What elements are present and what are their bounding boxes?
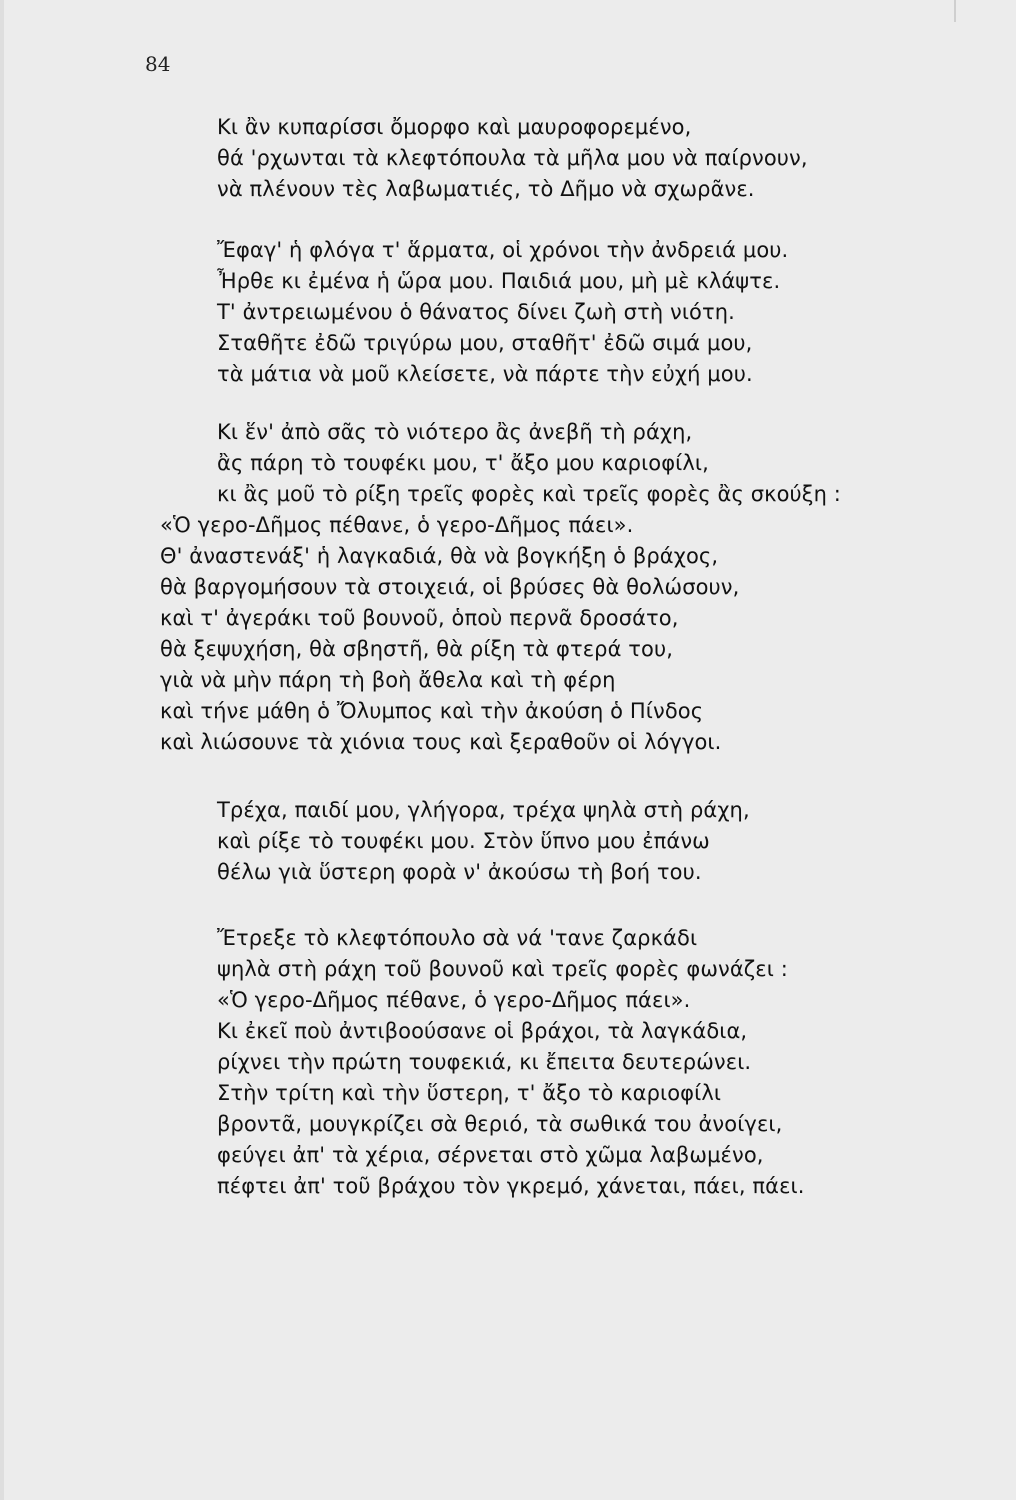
stanza-3 (160, 417, 980, 758)
poem-line: φεύγει ἀπ' τὰ χέρια, σέρνεται στὸ χῶμα λαβωμένο, (217, 1143, 764, 1167)
poem-line: θὰ βαργομήσουν τὰ στοιχειά, οἱ βρύσες θὰ θολώσουν, (160, 575, 740, 599)
poem-line: Κι ἕν' ἀπὸ σᾶς τὸ νιότερο ἂς ἀνεβῆ τὴ ράχη, (217, 420, 693, 444)
poem-line: «Ὁ γερο-Δῆμος πέθανε, ὁ γερο-Δῆμος πάει». (217, 988, 691, 1012)
poem-line: Τ' ἀντρειωμένου ὁ θάνατος δίνει ζωὴ στὴ νιότη. (217, 300, 735, 324)
stanza-2 (160, 235, 980, 390)
poem-line: «Ὁ γερο-Δῆμος πέθανε, ὁ γερο-Δῆμος πάει». (160, 513, 634, 537)
poem-line: βροντᾶ, μουγκρίζει σὰ θεριό, τὰ σωθικά του ἀνοίγει, (217, 1112, 783, 1136)
poem-line: νὰ πλένουν τὲς λαβωματιές, τὸ Δῆμο νὰ σχωρᾶνε. (217, 177, 755, 201)
stanza-5 (160, 923, 980, 1202)
poem-line: θά 'ρχωνται τὰ κλεφτόπουλα τὰ μῆλα μου νὰ παίρνουν, (217, 146, 808, 170)
poem-line: Κι ἐκεῖ ποὺ ἀντιβοούσανε οἱ βράχοι, τὰ λαγκάδια, (217, 1019, 748, 1043)
poem-line: καὶ τ' ἀγεράκι τοῦ βουνοῦ, ὁποὺ περνᾶ δροσάτο, (160, 606, 679, 630)
scan-edge-mark (954, 0, 956, 22)
poem (160, 112, 980, 1202)
poem-line: καὶ ρίξε τὸ τουφέκι μου. Στὸν ὕπνο μου ἐπάνω (217, 829, 710, 853)
poem-line: ψηλὰ στὴ ράχη τοῦ βουνοῦ καὶ τρεῖς φορὲς φωνάζει : (217, 957, 788, 981)
poem-line: γιὰ νὰ μὴν πάρη τὴ βοὴ ἄθελα καὶ τὴ φέρη (160, 668, 616, 692)
scan-edge-mark (0, 0, 4, 1500)
poem-line: Στὴν τρίτη καὶ τὴν ὕστερη, τ' ἄξο τὸ καριοφίλι (217, 1081, 722, 1105)
poem-line: καὶ λιώσουνε τὰ χιόνια τους καὶ ξεραθοῦν οἱ λόγγοι. (160, 730, 722, 754)
page-number: 84 (145, 52, 171, 76)
poem-line: καὶ τήνε μάθη ὁ Ὄλυμπος καὶ τὴν ἀκούση ὁ Πίνδος (160, 699, 704, 723)
poem-line: Ἔφαγ' ἡ φλόγα τ' ἅρματα, οἱ χρόνοι τὴν ἀνδρειά μου. (217, 238, 789, 262)
stanza-4 (160, 795, 980, 888)
poem-line: Θ' ἀναστενάξ' ἡ λαγκαδιά, θὰ νὰ βογκήξη ὁ βράχος, (160, 544, 719, 568)
poem-line: θὰ ξεψυχήση, θὰ σβηστῆ, θὰ ρίξη τὰ φτερά του, (160, 637, 674, 661)
poem-line: πέφτει ἀπ' τοῦ βράχου τὸν γκρεμό, χάνεται, πάει, πάει. (217, 1174, 805, 1198)
poem-line: Κι ἂν κυπαρίσσι ὄμορφο καὶ μαυροφορεμένο, (217, 115, 692, 139)
stanza-1 (160, 112, 980, 205)
poem-line: κι ἂς μοῦ τὸ ρίξη τρεῖς φορὲς καὶ τρεῖς φορὲς ἂς σκούξη : (217, 482, 841, 506)
poem-line: Ἔτρεξε τὸ κλεφτόπουλο σὰ νά 'τανε ζαρκάδι (217, 926, 698, 950)
poem-line: Σταθῆτε ἐδῶ τριγύρω μου, σταθῆτ' ἐδῶ σιμά μου, (217, 331, 753, 355)
poem-line: ρίχνει τὴν πρώτη τουφεκιά, κι ἔπειτα δευτερώνει. (217, 1050, 752, 1074)
poem-line: Ἦρθε κι ἐμένα ἡ ὥρα μου. Παιδιά μου, μὴ μὲ κλάψτε. (217, 269, 781, 293)
poem-line: Τρέχα, παιδί μου, γλήγορα, τρέχα ψηλὰ στὴ ράχη, (217, 798, 750, 822)
poem-line: τὰ μάτια νὰ μοῦ κλείσετε, νὰ πάρτε τὴν εὐχή μου. (217, 362, 753, 386)
poem-line: θέλω γιὰ ὕστερη φορὰ ν' ἀκούσω τὴ βοή του. (217, 860, 702, 884)
poem-line: ἂς πάρη τὸ τουφέκι μου, τ' ἄξο μου καριοφίλι, (217, 451, 709, 475)
